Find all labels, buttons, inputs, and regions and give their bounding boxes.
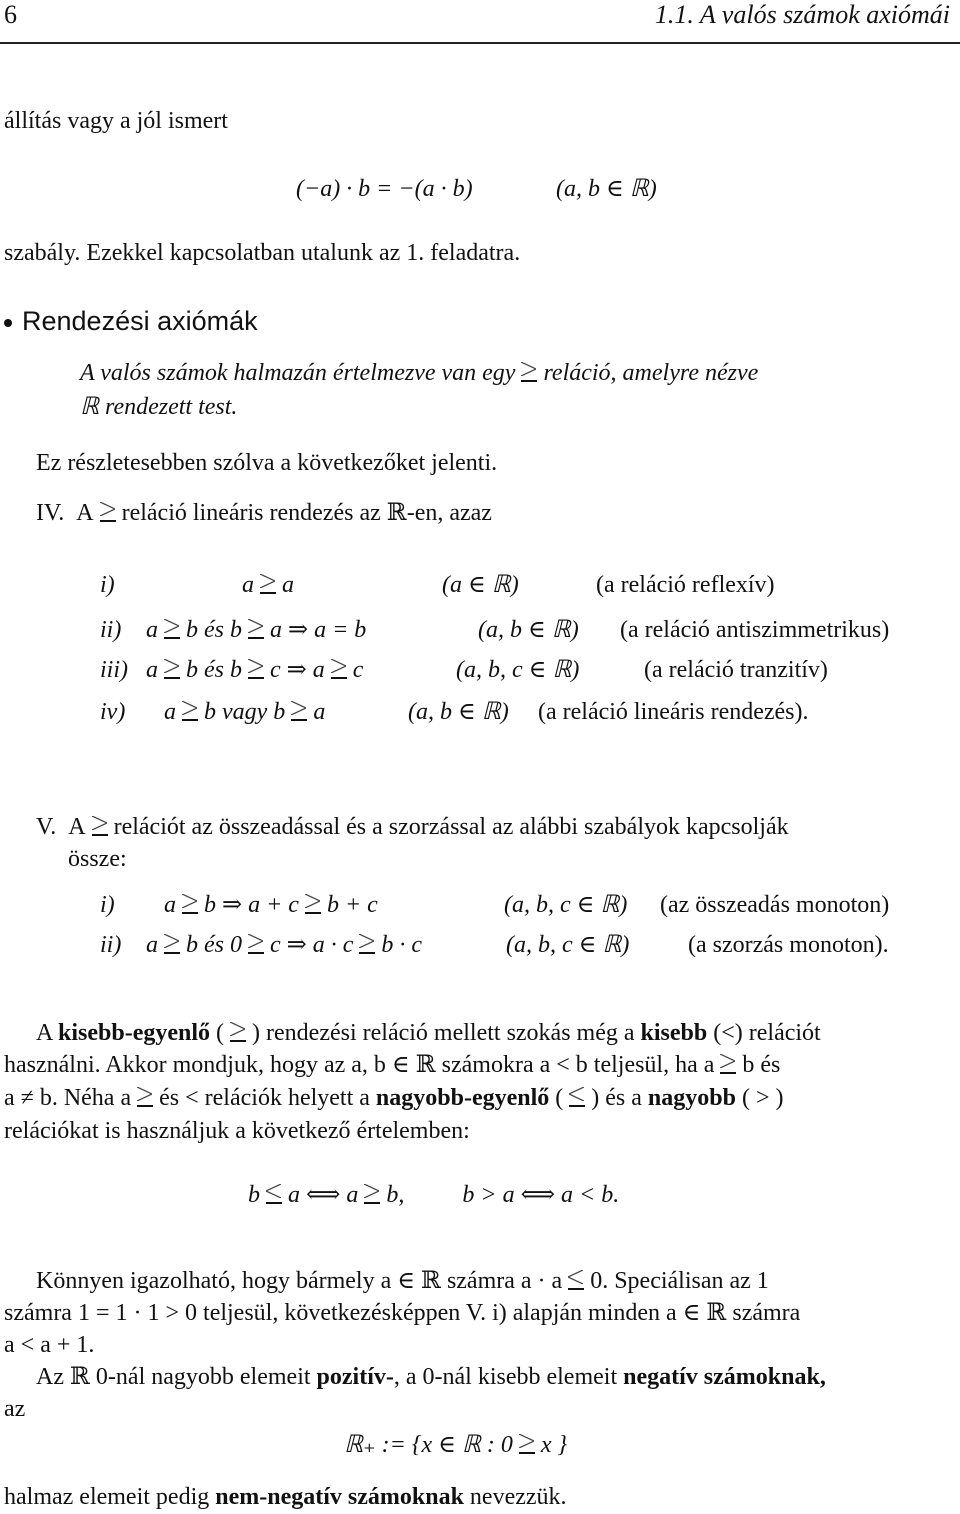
axiom-row: ii) a b és b a ⇒ a = b (a, b ∈ ℝ) (a reláció antiszimmetrikus): [100, 617, 890, 643]
para3-line-1: Az ℝ 0-nál nagyobb elemeit pozitív-, a 0-nál kisebb elemeit negatív számoknak,: [36, 1364, 826, 1390]
para2-line-3: a < a + 1.: [4, 1332, 95, 1358]
leq-icon: [246, 617, 266, 643]
intro-formula-condition: (a, b ∈ ℝ): [556, 176, 657, 202]
axiom-row: ii) a b és 0 c ⇒ a · c b · c (a, b, c ∈ ℝ) (a szorzás monoton).: [100, 932, 889, 958]
leq-icon: [135, 1085, 155, 1111]
leq-icon: [228, 1020, 248, 1046]
equivalence-formula: b a ⟺ a b, b > a ⟺ a < b.: [248, 1182, 620, 1208]
leq-icon: [258, 572, 278, 598]
leq-icon: [162, 617, 182, 643]
para1-line-4: relációkat is használjuk a következő értelemben:: [4, 1118, 470, 1144]
para2-line-1: Könnyen igazolható, hogy bármely a ∈ ℝ számra a · a 0. Speciálisan az 1: [36, 1268, 769, 1294]
axiom-row: i) a b ⇒ a + c b + c (a, b, c ∈ ℝ) (az összeadás monoton): [100, 892, 890, 918]
leq-icon: [246, 932, 266, 958]
geq-icon: [567, 1085, 587, 1111]
leq-icon: [246, 657, 266, 683]
para1-line-2: használni. Akkor mondjuk, hogy az a, b ∈ ℝ számokra a < b teljesül, ha a b és: [4, 1052, 781, 1078]
leq-icon: [180, 892, 200, 918]
leq-icon: [180, 699, 200, 725]
axiom-row: iii) a b és b c ⇒ a c (a, b, c ∈ ℝ) (a reláció tranzitív): [100, 657, 828, 683]
axiom-v-heading-cont: össze:: [68, 846, 127, 872]
leq-icon: [162, 657, 182, 683]
ordering-def-line-1: A valós számok halmazán értelmezve van egy reláció, amelyre nézve: [80, 360, 759, 386]
intro-line-2: szabály. Ezekkel kapcsolatban utalunk az 1. feladatra.: [4, 240, 521, 266]
intro-line-1: állítás vagy a jól ismert: [4, 108, 228, 134]
axiom-row: iv) a b vagy b a (a, b ∈ ℝ) (a reláció lineáris rendezés).: [100, 699, 809, 725]
intro-formula: (−a) · b = −(a · b): [296, 176, 473, 202]
geq-icon: [264, 1182, 284, 1208]
leq-icon: [162, 932, 182, 958]
leq-icon: [718, 1052, 738, 1078]
leq-icon: [329, 657, 349, 683]
leq-icon: [98, 500, 118, 526]
set-definition: ℝ₊ := {x ∈ ℝ : 0 x }: [344, 1432, 568, 1458]
ordering-def-line-2: ℝ rendezett test.: [80, 394, 238, 420]
bullet-icon: [4, 319, 12, 327]
page-number: 6: [4, 0, 17, 29]
geq-icon: [566, 1268, 586, 1294]
section-title: Rendezési axiómák: [4, 306, 258, 336]
leq-icon: [362, 1182, 382, 1208]
ordering-note: Ez részletesebben szólva a következőket jelenti.: [36, 450, 498, 476]
leq-icon: [519, 360, 539, 386]
axiom-v-heading: V. A relációt az összeadással és a szorzással az alábbi szabályok kapcsolják: [36, 814, 789, 840]
leq-icon: [357, 932, 377, 958]
leq-icon: [517, 1432, 537, 1458]
axiom-row: i) a a (a ∈ ℝ) (a reláció reflexív): [100, 572, 775, 598]
para3-line-2: az: [4, 1396, 26, 1422]
axiom-iv-heading: IV. A reláció lineáris rendezés az ℝ-en, azaz: [36, 500, 492, 526]
para2-line-2: számra 1 = 1 · 1 > 0 teljesül, következésképpen V. i) alapján minden a ∈ ℝ számra: [4, 1300, 801, 1326]
leq-icon: [289, 699, 309, 725]
para1-line-3: a ≠ b. Néha a és < relációk helyett a nagyobb-egyenlő ( ) és a nagyobb ( > ): [4, 1085, 784, 1111]
para3-line-3: halmaz elemeit pedig nem-negatív számoknak nevezzük.: [4, 1484, 567, 1510]
leq-icon: [303, 892, 323, 918]
leq-icon: [90, 814, 110, 840]
para1-line-1: A kisebb-egyenlő ( ) rendezési reláció mellett szokás még a kisebb (<) relációt: [36, 1020, 821, 1046]
running-header: 1.1. A valós számok axiómái: [654, 0, 950, 29]
header-rule: [0, 42, 960, 44]
